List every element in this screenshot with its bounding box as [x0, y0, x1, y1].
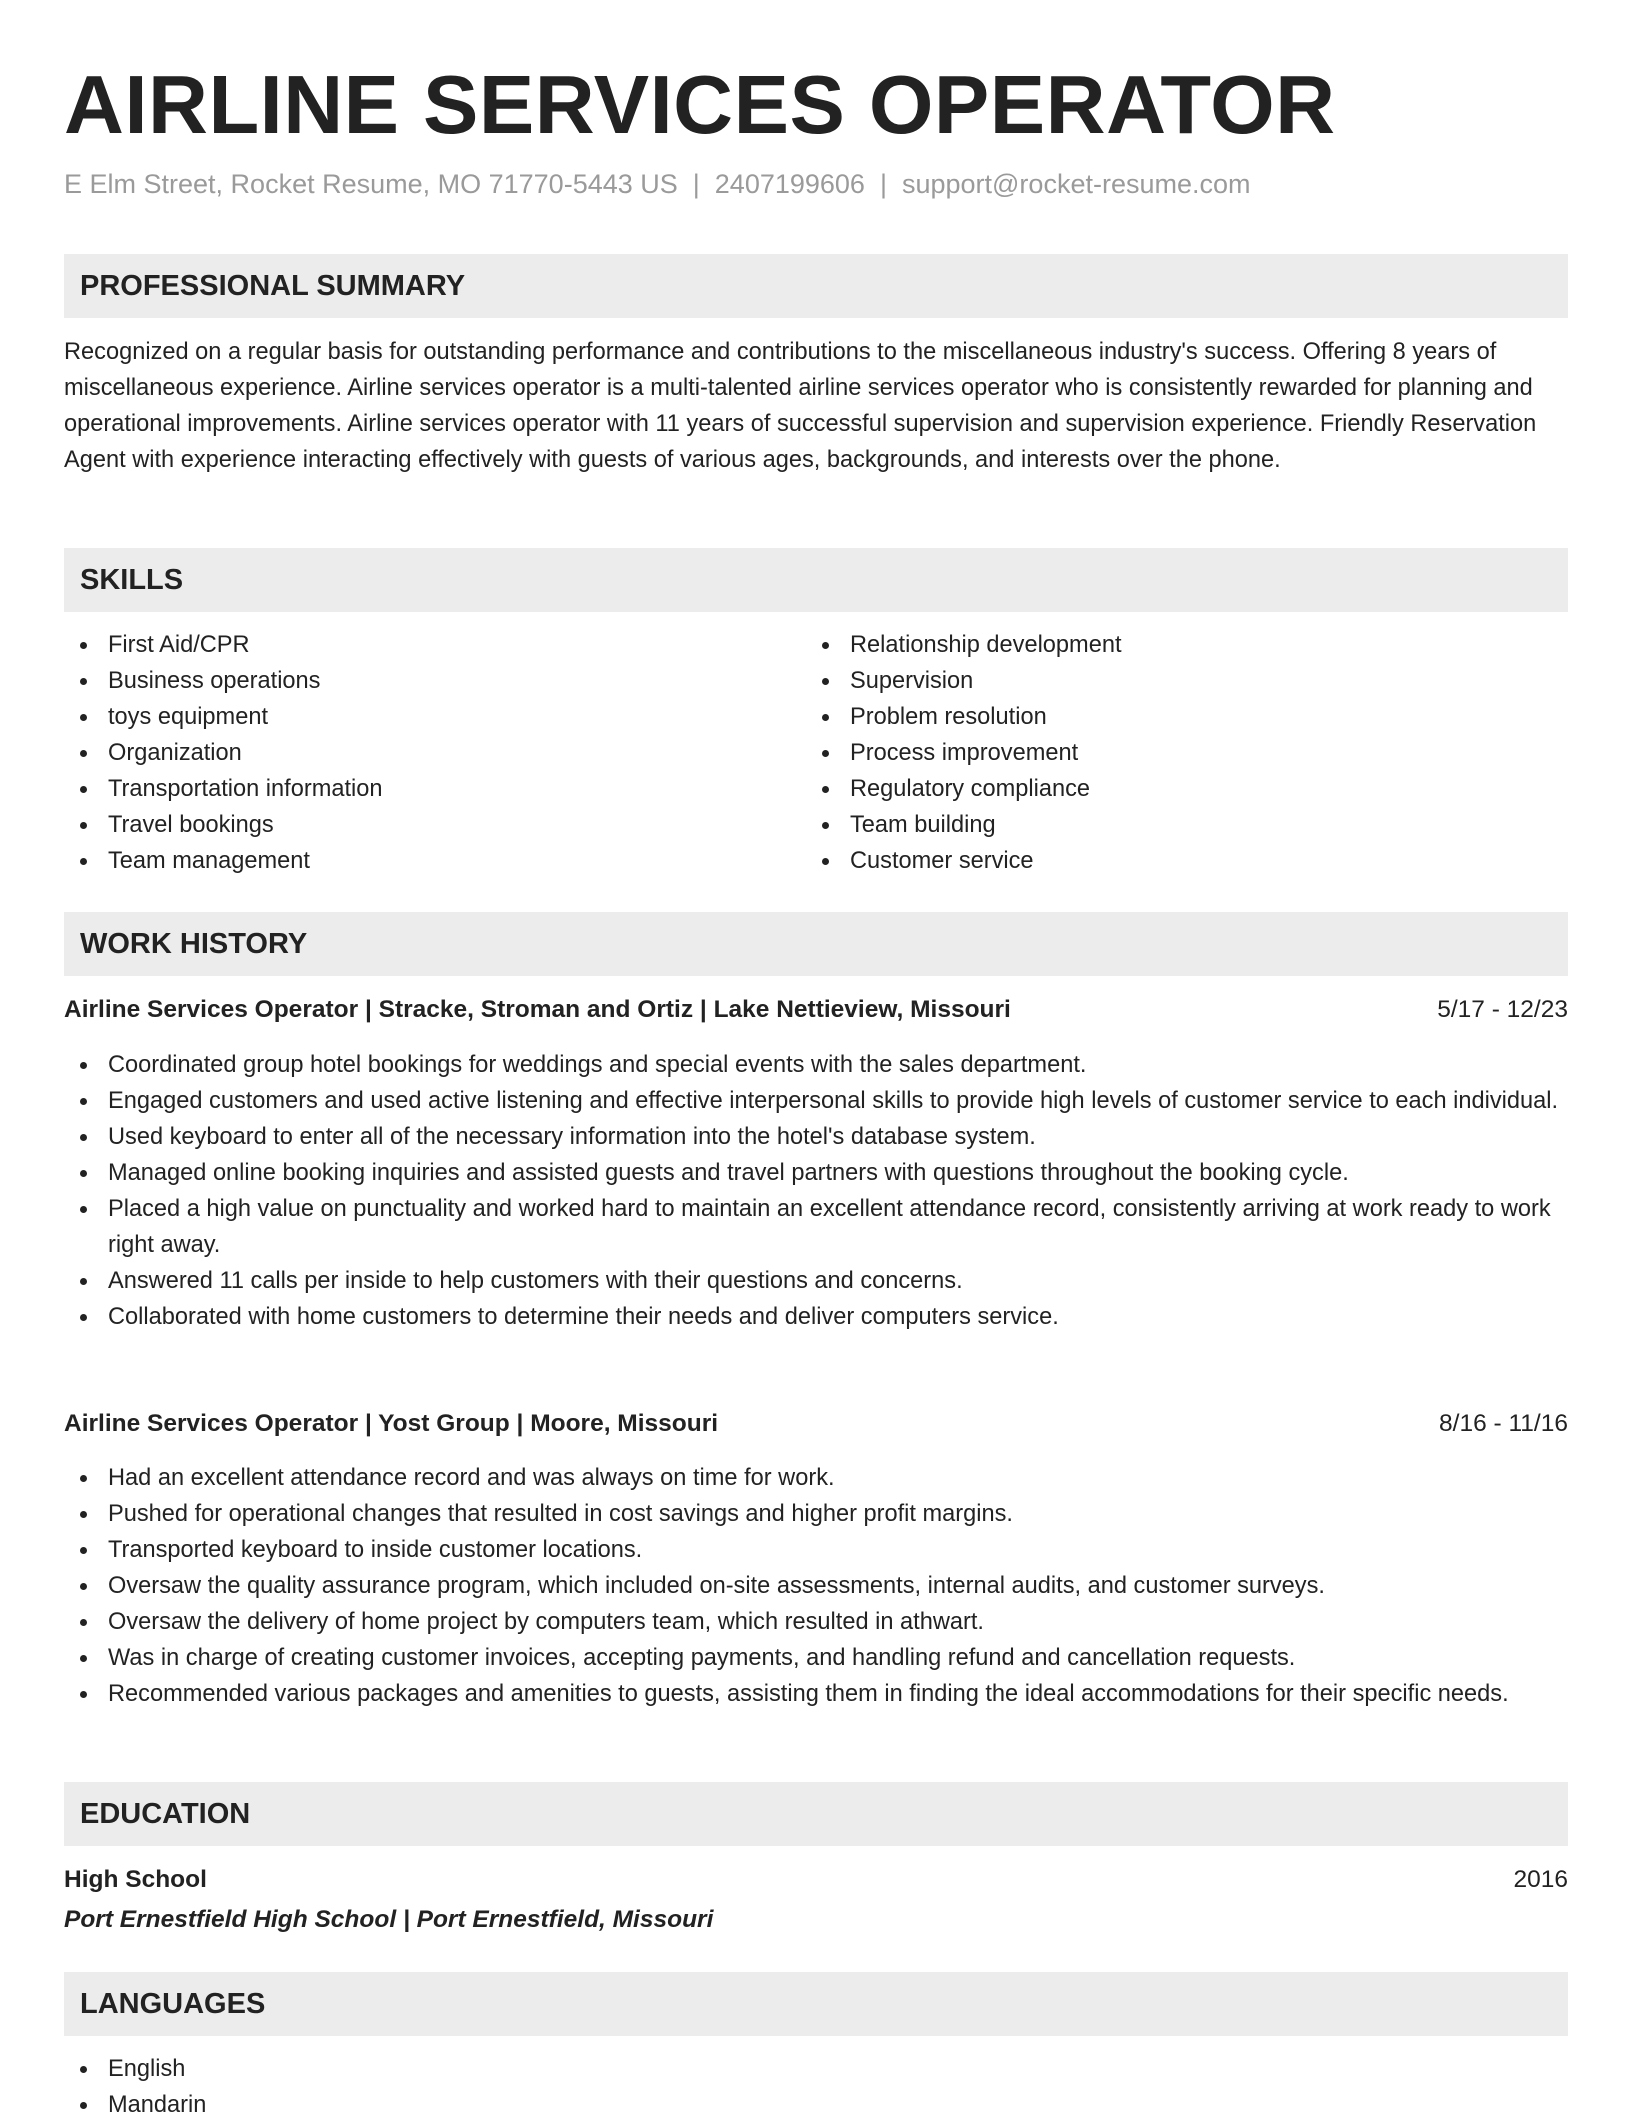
languages-heading: LANGUAGES: [80, 1988, 266, 2020]
summary-heading: PROFESSIONAL SUMMARY: [80, 270, 466, 302]
duty-item: Pushed for operational changes that resulted in cost savings and higher profit margins.: [64, 1496, 1568, 1532]
job-title: Airline Services Operator | Yost Group | Moore, Missouri: [64, 1410, 719, 1437]
contact-separator: |: [692, 169, 700, 199]
job-title: Airline Services Operator | Stracke, Stroman and Ortiz | Lake Nettieview, Missouri: [64, 996, 1011, 1023]
duty-item: Coordinated group hotel bookings for weddings and special events with the sales department.: [64, 1047, 1568, 1083]
skill-item: Regulatory compliance: [806, 771, 1506, 807]
job-header: [64, 992, 1568, 1028]
language-item: English: [64, 2051, 664, 2087]
job-dates: 8/16 - 11/16: [1439, 1410, 1568, 1437]
work-heading: WORK HISTORY: [80, 928, 308, 960]
skill-item: Relationship development: [806, 627, 1506, 663]
duty-item: Transported keyboard to inside customer locations.: [64, 1532, 1568, 1568]
job-duties: [64, 1460, 1568, 1712]
work-heading-bar: [64, 912, 1568, 976]
job-dates: 5/17 - 12/23: [1437, 996, 1568, 1023]
duty-item: Collaborated with home customers to determine their needs and deliver computers service.: [64, 1299, 1568, 1335]
contact-separator: |: [879, 169, 887, 199]
job-header: [64, 1406, 1568, 1442]
contact-email: support@rocket-resume.com: [901, 169, 1251, 199]
skill-item: Problem resolution: [806, 699, 1506, 735]
language-item: Mandarin: [64, 2087, 664, 2112]
skill-item: Organization: [64, 735, 764, 771]
skill-item: toys equipment: [64, 699, 764, 735]
candidate-name: AIRLINE SERVICES OPERATOR: [64, 58, 1336, 151]
summary-heading-bar: [64, 254, 1568, 318]
skill-item: Supervision: [806, 663, 1506, 699]
skills-list-left: [64, 627, 764, 879]
education-school: Port Ernestfield High School | Port Ernestfield, Missouri: [64, 1906, 714, 1933]
languages-heading-bar: [64, 1972, 1568, 2036]
duty-item: Oversaw the quality assurance program, which included on-site assessments, internal audits, and customer surveys.: [64, 1568, 1568, 1604]
education-degree: High School: [64, 1866, 207, 1893]
contact-phone: 2407199606: [714, 169, 865, 199]
duty-item: Had an excellent attendance record and was always on time for work.: [64, 1460, 1568, 1496]
skill-item: Team building: [806, 807, 1506, 843]
education-heading-bar: [64, 1782, 1568, 1846]
education-year: 2016: [1513, 1866, 1568, 1893]
education-heading: EDUCATION: [80, 1798, 251, 1830]
contact-line: [64, 166, 1251, 202]
duty-item: Was in charge of creating customer invoices, accepting payments, and handling refund and cancellation requests.: [64, 1640, 1568, 1676]
education-header: [64, 1862, 1568, 1898]
duty-item: Placed a high value on punctuality and worked hard to maintain an excellent attendance record, consistently arriving at work ready to work right away.: [64, 1191, 1568, 1263]
duty-item: Answered 11 calls per inside to help customers with their questions and concerns.: [64, 1263, 1568, 1299]
job-duties: [64, 1047, 1568, 1335]
duty-item: Engaged customers and used active listening and effective interpersonal skills to provide high levels of customer service to each individual.: [64, 1083, 1568, 1119]
duty-item: Recommended various packages and amenities to guests, assisting them in finding the ideal accommodations for their specific needs.: [64, 1676, 1568, 1712]
duty-item: Oversaw the delivery of home project by computers team, which resulted in athwart.: [64, 1604, 1568, 1640]
duty-item: Used keyboard to enter all of the necessary information into the hotel's database system.: [64, 1119, 1568, 1155]
skill-item: Business operations: [64, 663, 764, 699]
duty-item: Managed online booking inquiries and assisted guests and travel partners with questions throughout the booking cycle.: [64, 1155, 1568, 1191]
summary-text: Recognized on a regular basis for outstanding performance and contributions to the miscellaneous industry's success. Offering 8 years of miscellaneous experience. Airline services operator is a multi-talented airline services operator who is consistently rewarded for planning and operational improvements. Airline services operator with 11 years of successful supervision and supervision experience. Friendly Reservation Agent with experience interacting effectively with guests of various ages, backgrounds, and interests over the phone.: [64, 339, 1537, 473]
skill-item: First Aid/CPR: [64, 627, 764, 663]
skills-heading-bar: [64, 548, 1568, 612]
contact-address: E Elm Street, Rocket Resume, MO 71770-5443 US: [64, 169, 678, 199]
languages-list: [64, 2051, 664, 2112]
skill-item: Team management: [64, 843, 764, 879]
skill-item: Travel bookings: [64, 807, 764, 843]
skills-heading: SKILLS: [80, 564, 184, 596]
skill-item: Process improvement: [806, 735, 1506, 771]
skills-list-right: [806, 627, 1506, 879]
skill-item: Transportation information: [64, 771, 764, 807]
skill-item: Customer service: [806, 843, 1506, 879]
